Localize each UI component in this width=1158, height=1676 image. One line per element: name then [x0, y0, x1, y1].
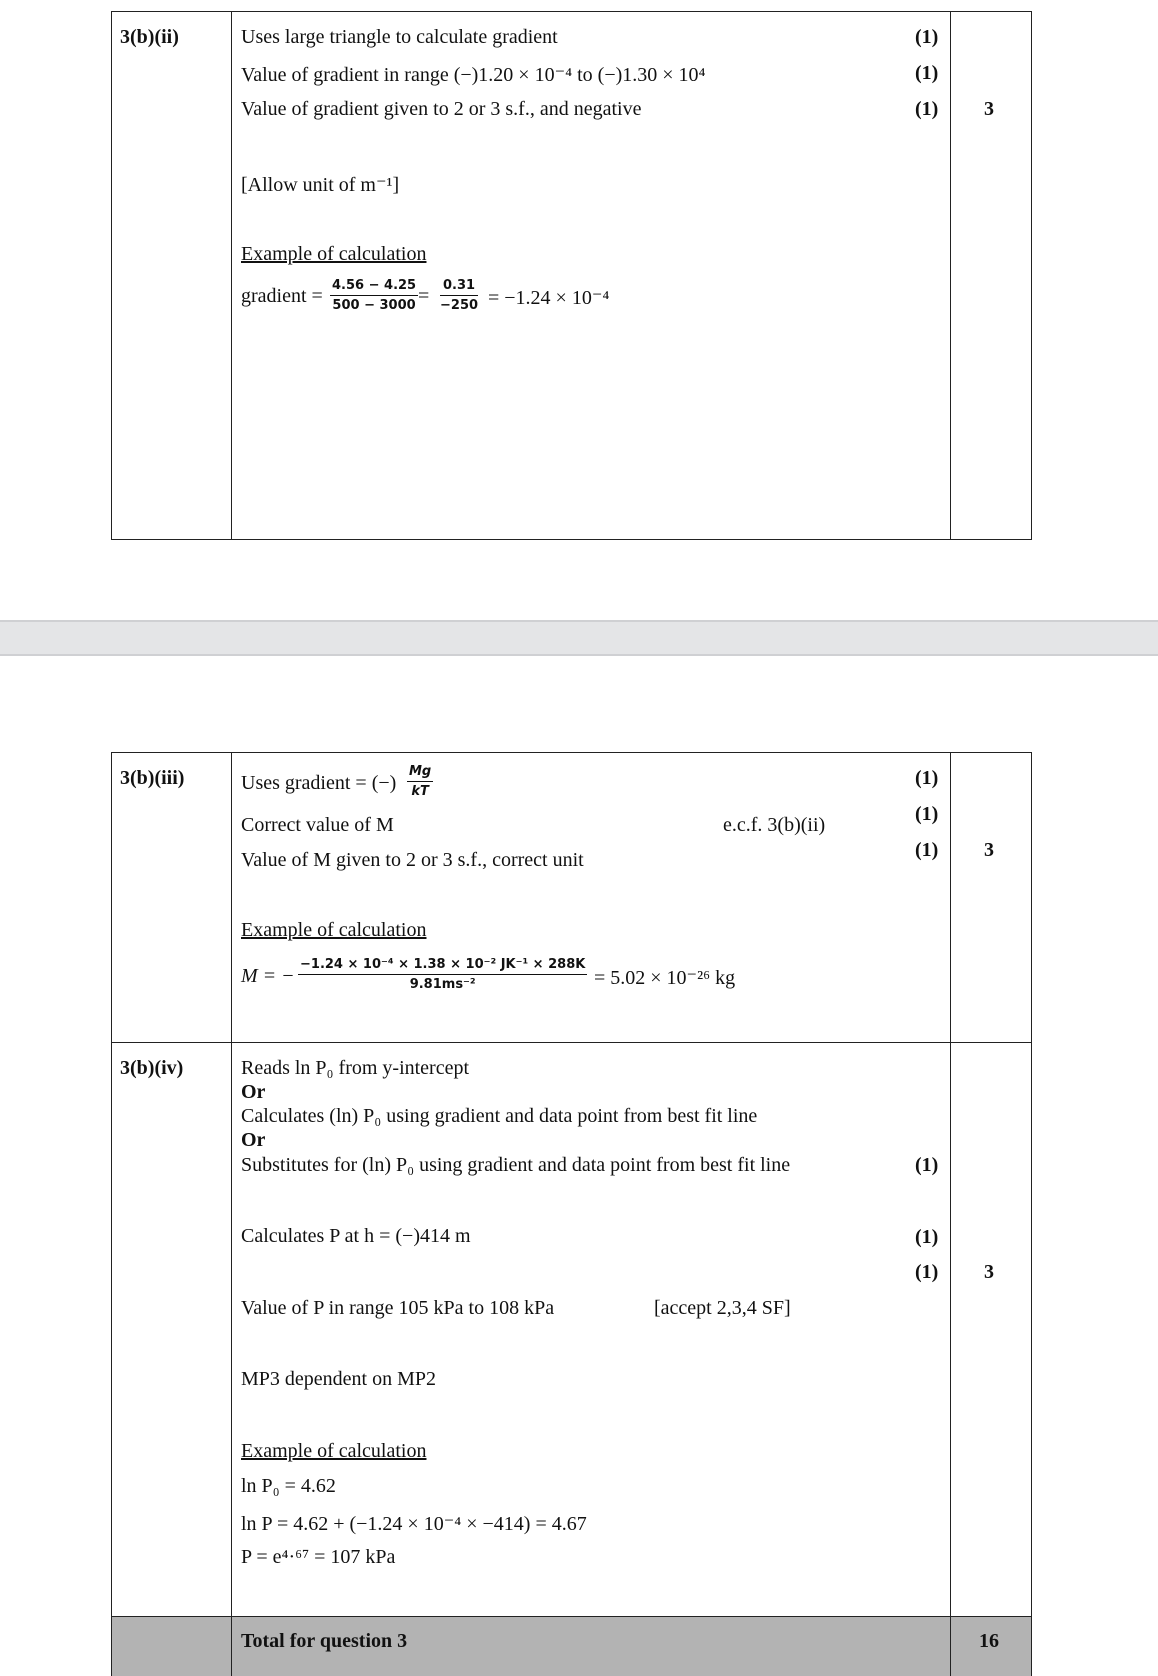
- gradient-fraction-1: [330, 278, 418, 313]
- mark-1: (1): [915, 1154, 939, 1176]
- total-row-shade-left: [112, 1617, 231, 1676]
- m-label: M = −: [241, 965, 295, 987]
- mark-1: (1): [915, 26, 939, 48]
- fraction-denominator: −250: [440, 298, 479, 313]
- mark-3: (1): [915, 98, 939, 120]
- fraction-numerator: 4.56 − 4.25: [330, 278, 418, 296]
- fraction-numerator: −1.24 × 10⁻⁴ × 1.38 × 10⁻² JK⁻¹ × 288K: [298, 957, 587, 975]
- mark-point-2: Value of gradient in range (−)1.20 × 10⁻⁴ to (−)1.30 × 10⁴: [241, 64, 706, 86]
- mark-point-1: Uses gradient = (−): [241, 772, 397, 794]
- example-heading: Example of calculation: [241, 919, 427, 941]
- mark-2: (1): [915, 62, 939, 84]
- total-label: Total for question 3: [241, 1630, 408, 1652]
- question-number: 3(b)(ii): [120, 26, 179, 48]
- gradient-result: = −1.24 × 10⁻⁴: [488, 287, 610, 309]
- mark-point-1: Reads ln P₀ from y-intercept: [241, 1057, 470, 1079]
- mark-point-3: Value of gradient given to 2 or 3 s.f., and negative: [241, 98, 642, 120]
- equals-sign: =: [418, 285, 430, 307]
- example-heading: Example of calculation: [241, 1440, 427, 1462]
- calc-line-2: ln P = 4.62 + (−1.24 × 10⁻⁴ × −414) = 4.67: [241, 1513, 587, 1535]
- mark-2: (1): [915, 1226, 939, 1248]
- mark-2: (1): [915, 803, 939, 825]
- m-result: = 5.02 × 10⁻²⁶ kg: [594, 967, 736, 989]
- calc-line-3: P = e⁴·⁶⁷ = 107 kPa: [241, 1546, 396, 1568]
- total-marks: 3: [984, 839, 994, 861]
- total-value: 16: [979, 1630, 999, 1652]
- fraction-numerator: Mg: [407, 764, 433, 782]
- mark-point-2: Correct value of M: [241, 814, 394, 836]
- mark-point-3: Value of P in range 105 kPa to 108 kPa: [241, 1297, 555, 1319]
- mark-point-1-alt: Calculates (ln) P₀ using gradient and data point from best fit line: [241, 1105, 758, 1127]
- question-number: 3(b)(iii): [120, 767, 185, 789]
- fraction-denominator: 500 − 3000: [332, 298, 416, 313]
- allow-note: [Allow unit of m⁻¹]: [241, 174, 400, 196]
- gradient-fraction-2: [440, 278, 478, 313]
- total-marks: 3: [984, 98, 994, 120]
- example-heading: Example of calculation: [241, 243, 427, 265]
- accept-note: [accept 2,3,4 SF]: [654, 1297, 791, 1319]
- question-number: 3(b)(iv): [120, 1057, 184, 1079]
- mark-point-1: Uses large triangle to calculate gradient: [241, 26, 558, 48]
- fraction-denominator: 9.81ms⁻²: [409, 977, 476, 992]
- m-fraction: [298, 957, 587, 992]
- or-1: Or: [241, 1081, 266, 1103]
- mark-point-2: Calculates P at h = (−)414 m: [241, 1225, 471, 1247]
- mg-over-kt-fraction: [407, 764, 433, 799]
- fraction-numerator: 0.31: [440, 278, 478, 296]
- ecf-note: e.c.f. 3(b)(ii): [723, 814, 826, 836]
- calc-line-1: ln P₀ = 4.62: [241, 1475, 336, 1497]
- mark-1: (1): [915, 767, 939, 789]
- gradient-label: gradient =: [241, 285, 323, 307]
- mark-point-1-alt-2: Substitutes for (ln) P₀ using gradient and data point from best fit line: [241, 1154, 791, 1176]
- or-2: Or: [241, 1129, 266, 1151]
- total-marks: 3: [984, 1261, 994, 1283]
- mark-3: (1): [915, 839, 939, 861]
- fraction-denominator: kT: [411, 784, 429, 799]
- mark-point-3: Value of M given to 2 or 3 s.f., correct unit: [241, 849, 584, 871]
- dependency-note: MP3 dependent on MP2: [241, 1368, 436, 1390]
- page-break: [0, 620, 1158, 656]
- mark-3: (1): [915, 1261, 939, 1283]
